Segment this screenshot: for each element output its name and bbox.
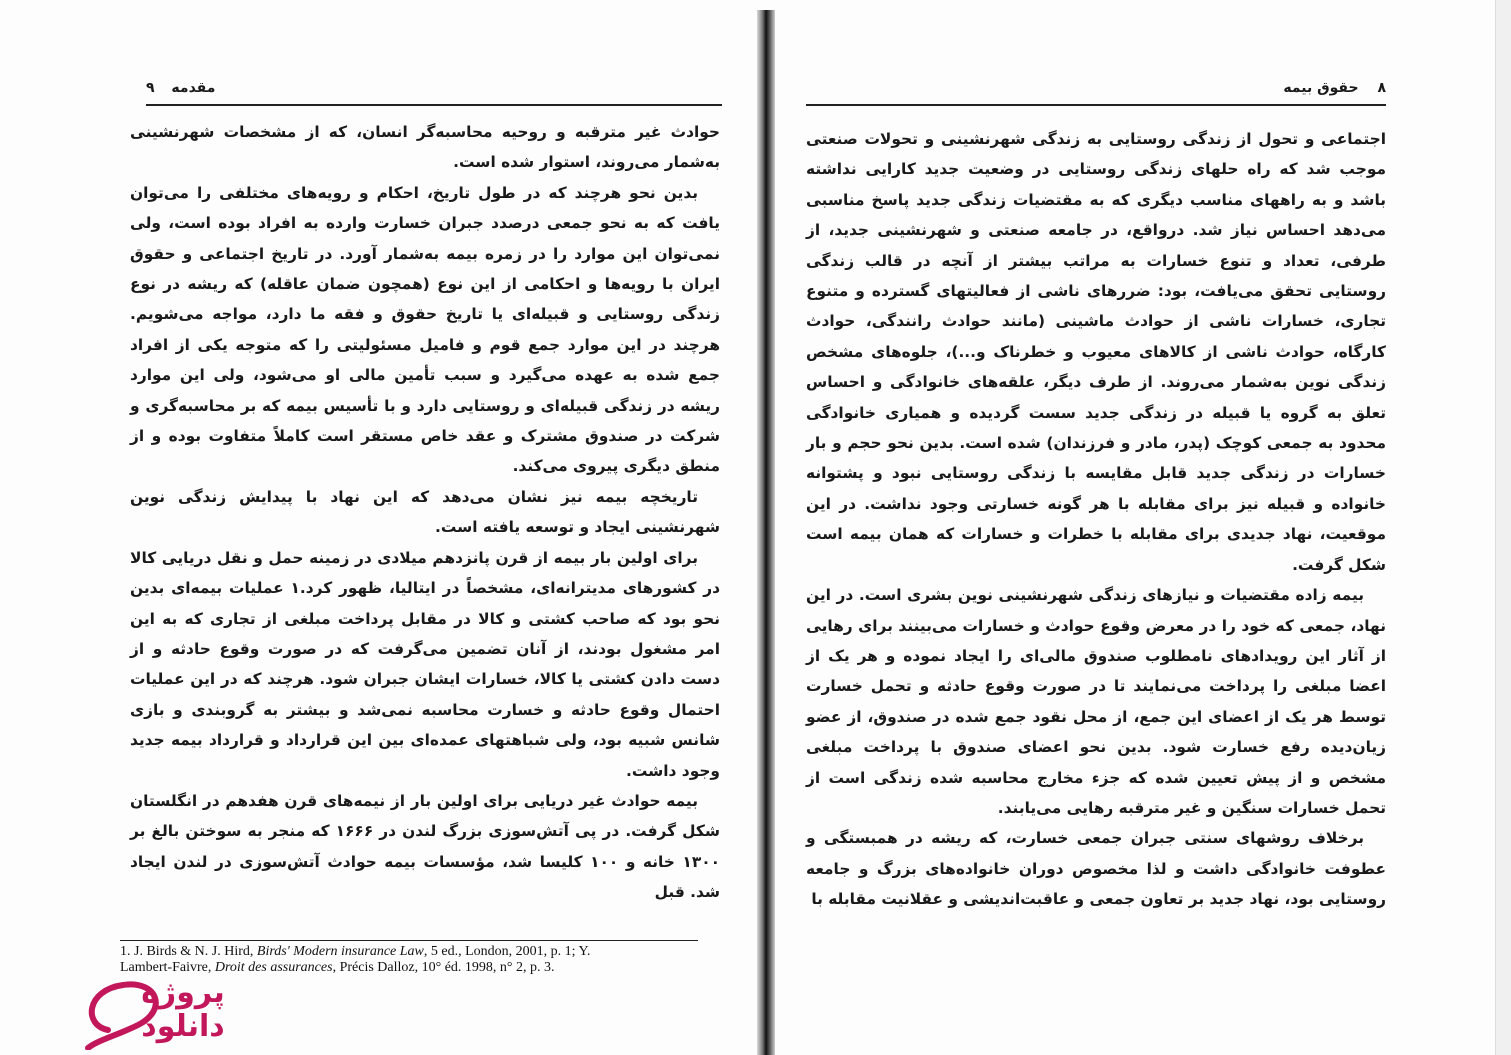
left-page-body (130, 117, 720, 908)
watermark-text: پروژه دانلود (141, 975, 225, 1044)
footnote-line2-suffix: , Précis Dalloz, 10° éd. 1998, n° 2, p. 3. (332, 960, 555, 975)
paragraph: بیمه زاده مقتضیات و نیازهای زندگی شهرنشینی نوین بشری است. در این نهاد، جمعی که خود را در معرض وقوع حوادث و خسارات می‌بینند برای رهایی از آثار این رویدادهای نامطلوب صندوق مالی‌ای را ایجاد نموده و هر یک از اعضا مبلغی را پرداخت می‌نمایند تا در صورت وقوع حادثه و تحمل خسارت توسط هر یک از اعضای این جمع، از محل نقود جمع شده در صندوق، از عضو زیان‌دیده رفع خسارت شود. بدین نحو اعضای صندوق با پرداخت مبلغی مشخص و از پیش تعیین شده که جزء مخارج محاسبه شده زندگی است از تحمل خسارات سنگین و غیر مترقبه رهایی می‌یابند. (806, 586, 1386, 817)
left-page-header (146, 80, 722, 104)
paragraph: اجتماعی و تحول از زندگی روستایی به زندگی شهرنشینی و تحولات صنعتی موجب شد که راه حلهای زندگی روستایی در وضعیت جدید کارایی نداشته باشد و به راههای مناسب دیگری که به مقتضیات زندگی جدید پاسخ مناسبی می‌دهد احساس نیاز شد. درواقع، در جامعه صنعتی و شهرنشینی جدید، از طرفی، تعداد و تنوع خسارات به مراتب بیشتر از آنچه در قالب زندگی روستایی تحقق می‌یافت، بود: ضررهای ناشی از فعالیتهای گسترده و متنوع تجاری، خسارات ناشی از حوادث ماشینی (مانند حوادث رانندگی، حوادث کارگاه، حوادث ناشی از کالاهای معیوب و خطرناک و...)، جلوه‌های مشخص زندگی نوین به‌شمار می‌روند. از طرف دیگر، علقه‌های خانوادگی و احساس تعلق به گروه یا قبیله در زندگی جدید سست گردیده و همیاری خانوادگی محدود به جمعی کوچک (پدر، مادر و فرزندان) شده است. بدین نحو حجم و بار خسارات در زندگی جدید قابل مقایسه با زندگی روستایی نبود و پشتوانه خانواده و قبیله نیز برای مقابله با هر گونه خسارتی وجود نداشت. در این موقعیت، نهاد جدیدی برای مقابله با خطرات و خسارات که همان بیمه است شکل گرفت. (806, 130, 1386, 574)
footnote-line1-suffix: , 5 ed., London, 2001, p. 1; Y. (423, 944, 591, 959)
paragraph: بدین نحو هرچند که در طول تاریخ، احکام و رویه‌های مختلفی را می‌توان یافت که به نحو جمعی درصدد جبران خسارت وارده به افراد بوده است، ولی نمی‌توان این موارد را در زمره بیمه به‌شمار آورد. در تاریخ اجتماعی و حقوق ایران با رویه‌ها و احکامی از این نوع (همچون ضمان عاقله) که ریشه در نوع زندگی روستایی و قبیله‌ای یا تاریخ حقوق و فقه ما دارد، مواجه می‌شویم. هرچند در این موارد جمع قوم و فامیل مسئولیتی را که متوجه یکی از افراد جمع شده به عهده می‌گیرد و سبب تأمین مالی او می‌شود، ولی این موارد ریشه در زندگی قبیله‌ای و روستایی دارد و با تأسیس بیمه که بر محاسبه‌گری و شرکت در صندوق مشترک و عقد خاص مستقر است کاملاً متفاوت بوده و از منطق دیگری پیروی می‌کند. (130, 183, 720, 476)
footnote-line1-prefix: 1. J. Birds & N. J. Hird, (120, 944, 257, 959)
watermark-logo (78, 970, 268, 1050)
paragraph: بیمه حوادث غیر دریایی برای اولین بار از نیمه‌های قرن هفدهم در انگلستان شکل گرفت. در پی آتش‌سوزی بزرگ لندن در ۱۶۶۶ که منجر به سوختن بالغ بر ۱۳۰۰ خانه و ۱۰۰ کلیسا شد، مؤسسات بیمه حوادث آتش‌سوزی در لندن ایجاد شد. قبل (130, 791, 720, 902)
right-page-number: ۸ (1377, 80, 1386, 96)
paragraph: برخلاف روشهای سنتی جبران جمعی خسارت، که ریشه در همبستگی و عطوفت خانوادگی داشت و لذا مخصوص دوران خانواده‌های بزرگ و جامعه روستایی بود، نهاد جدید بر تعاون جمعی و عاقبت‌اندیشی و عقلانیت مقابله با (806, 829, 1386, 909)
left-page-title: مقدمه (171, 80, 216, 96)
right-page-body (806, 124, 1386, 915)
paragraph: برای اولین بار بیمه از قرن پانزدهم میلادی در زمینه حمل و نقل دریایی کالا در کشورهای مدیترانه‌ای، مشخصاً در ایتالیا، ظهور کرد.۱ عملیات بیمه‌ای بدین نحو بود که صاحب کشتی و کالا در مقابل پرداخت مبلغی از تجاری که به این امر مشغول بودند، از آنان تضمین می‌گرفت که در صورت وقوع حادثه و از دست دادن کشتی یا کالا، خسارات ایشان جبران شود. هرچند که در این عملیات احتمال وقوع حادثه و خسارت محاسبه نمی‌شد و بیشتر به گروبندی و بازی شانس شبیه بود، ولی شباهتهای عمده‌ای بین این قرارداد و قرارداد بیمه جدید وجود داشت. (130, 548, 721, 780)
paragraph: تاریخچه بیمه نیز نشان می‌دهد که این نهاد با پیدایش زندگی نوین شهرنشینی ایجاد و توسعه یافته است. (130, 487, 720, 537)
page-edge (1495, 0, 1511, 1055)
right-page-title: حقوق بیمه (1283, 80, 1359, 96)
right-header-rule (806, 104, 1386, 106)
paragraph: حوادث غیر مترقبه و روحیه محاسبه‌گر انسان، که از مشخصات شهرنشینی به‌شمار می‌روند، استوار شده است. (130, 123, 720, 172)
left-header-rule (146, 104, 722, 106)
footnote-rule (120, 940, 698, 941)
footnote-book-title-2: Droit des assurances (214, 960, 333, 975)
right-page-header (808, 80, 1386, 104)
footnote-line2-prefix: Lambert-Faivre, (120, 960, 215, 975)
left-page-number: ۹ (146, 80, 155, 96)
book-gutter (757, 10, 775, 1055)
footnote-book-title: Birds' Modern insurance Law (256, 944, 424, 959)
